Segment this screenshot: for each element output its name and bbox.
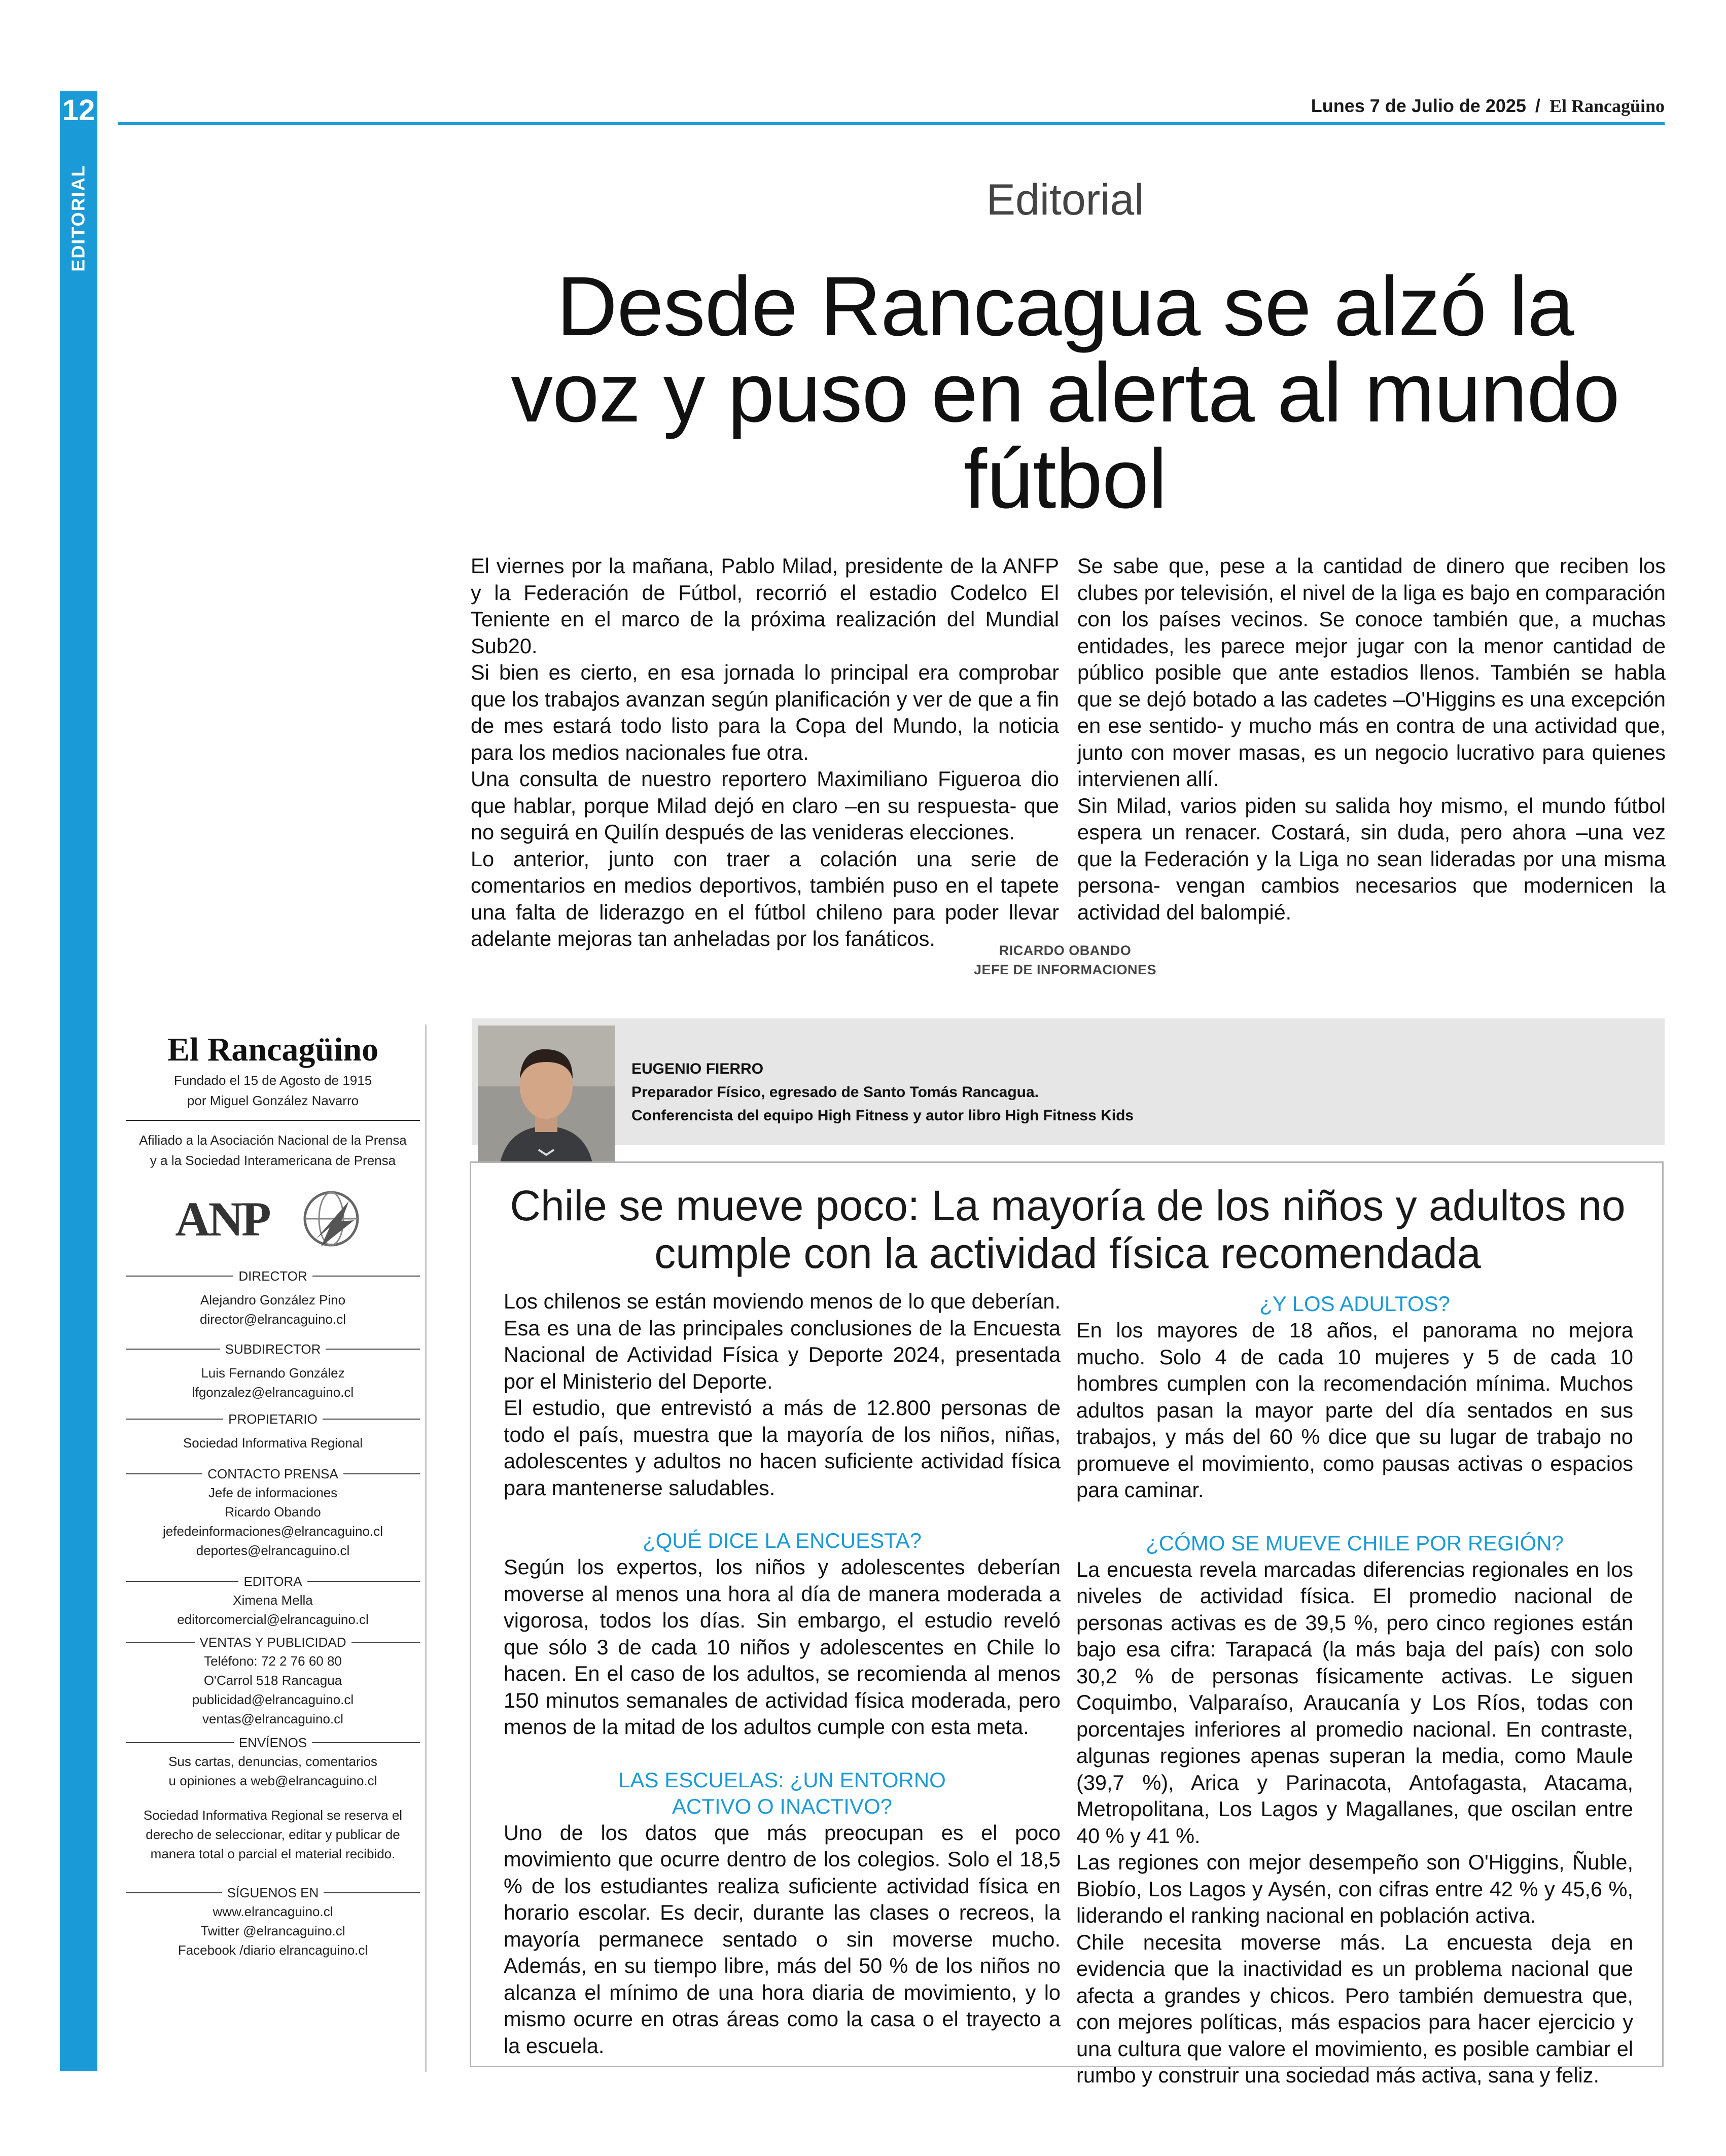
owner-name: Sociedad Informativa Regional bbox=[183, 1435, 363, 1451]
subdirector-title: SUBDIRECTOR bbox=[121, 1340, 425, 1358]
editorial-paragraph: Sin Milad, varios piden su salida hoy mismo, el mundo fútbol espera un renacer. Costará, sin duda, pero ahora –una vez que la Federación y la Liga no sean lideradas por una misma persona- vengan cambios necesarios que modernicen la actividad del balompié. bbox=[1077, 793, 1666, 924]
page-number: 12 bbox=[60, 91, 97, 129]
contact-email: deportes@elrancaguino.cl bbox=[196, 1543, 350, 1558]
masthead bbox=[121, 1030, 425, 1960]
oped-paragraph: La encuesta revela marcadas diferencias regionales en los niveles de actividad física. El promedio nacional de personas activas es de 39,5 %, pero cinco regiones están bajo esa cifra: Tarapacá (la más baja del país) con solo 30,2 % de personas físicamente activas. Le siguen Coquimbo, Valparaíso, Araucanía y Los Ríos, todas con porcentajes inferiores al promedio nacional. En contraste, algunas regiones apenas superan la media, como Maule (39,7 %), Arica y Parinacota, Antofagasta, Atacama, Metropolitana, Los Lagos y Magallanes, que oscilan entre 40 % y 41 %. bbox=[1076, 1557, 1633, 1848]
sales-phone: Teléfono: 72 2 76 60 80 bbox=[204, 1653, 342, 1669]
send-line: Sus cartas, denuncias, comentarios bbox=[168, 1754, 377, 1769]
rights-line: derecho de seleccionar, editar y publicar de bbox=[146, 1827, 400, 1842]
affiliation-line: Afiliado a la Asociación Nacional de la Prensa bbox=[139, 1133, 407, 1148]
editorial-paragraph: El viernes por la mañana, Pablo Milad, presidente de la ANFP y la Federación de Fútbol, recorrió el estadio Codelco El Teniente en el marco de la próxima realización del Mundial Sub20. bbox=[471, 554, 1059, 658]
oped-subhead: ¿CÓMO SE MUEVE CHILE POR REGIÓN? bbox=[1146, 1531, 1564, 1555]
director-title: DIRECTOR bbox=[121, 1267, 425, 1285]
editorial-headline: Desde Rancagua se alzó la voz y puso en alerta al mundo fútbol bbox=[511, 260, 1619, 526]
follow-title: SÍGUENOS EN bbox=[121, 1884, 425, 1902]
masthead-brand: El Rancagüino bbox=[167, 1031, 379, 1068]
editorial-paragraph: Una consulta de nuestro reportero Maximiliano Figueroa dio que hablar, porque Milad dejó en claro –en su respuesta- que no seguirá en Quilín después de las venideras elecciones. bbox=[471, 767, 1059, 844]
author-photo bbox=[478, 1026, 615, 1177]
masthead-divider bbox=[425, 1024, 427, 2072]
send-line: u opiniones a web@elrancaguino.cl bbox=[168, 1773, 377, 1788]
author-name: EUGENIO FIERRO bbox=[631, 1061, 764, 1077]
editor-email: editorcomercial@elrancaguino.cl bbox=[177, 1612, 369, 1627]
issue-date: Lunes 7 de Julio de 2025 bbox=[1311, 95, 1526, 116]
oped-column-right bbox=[1076, 1291, 1633, 2089]
masthead-rule bbox=[126, 1120, 420, 1121]
contact-name: Ricardo Obando bbox=[225, 1504, 321, 1519]
founder-line: por Miguel González Navarro bbox=[187, 1093, 359, 1108]
contact-email: jefedeinformaciones@elrancaguino.cl bbox=[163, 1524, 383, 1539]
director-name: Alejandro González Pino bbox=[200, 1292, 346, 1307]
editorial-paragraph: Lo anterior, junto con traer a colación una serie de comentarios en medios deportivos, también puso en el tapete una falta de liderazgo en el fútbol chileno para poder llevar adelante mejoras tan anheladas por los fanáticos. bbox=[471, 846, 1059, 950]
sip-globe-logo bbox=[293, 1181, 369, 1257]
follow-facebook: Facebook /diario elrancaguino.cl bbox=[178, 1942, 368, 1958]
director-email: director@elrancaguino.cl bbox=[200, 1312, 346, 1327]
author-credit bbox=[631, 1057, 1134, 1127]
editor-name: Ximena Mella bbox=[233, 1593, 313, 1608]
oped-subhead: ¿QUÉ DICE LA ENCUESTA? bbox=[642, 1529, 922, 1552]
contact-title: CONTACTO PRENSA bbox=[121, 1465, 425, 1483]
header-meta bbox=[1311, 95, 1665, 117]
affiliation-logos bbox=[121, 1181, 425, 1257]
editorial-column-left bbox=[471, 553, 1059, 952]
editorial-signature bbox=[812, 941, 1319, 979]
editorial-paragraph: Si bien es cierto, en esa jornada lo principal era comprobar que los trabajos avanzan según planificación y ver de que a fin de mes estará todo listo para la Copa del Mundo, la noticia para los medios nacionales fue otra. bbox=[471, 660, 1059, 764]
contact-role: Jefe de informaciones bbox=[208, 1485, 338, 1500]
author-role: Preparador Físico, egresado de Santo Tomás Rancagua. bbox=[631, 1084, 1039, 1101]
sales-email: publicidad@elrancaguino.cl bbox=[192, 1692, 354, 1707]
editorial-kicker: Editorial bbox=[986, 175, 1144, 224]
rights-line: manera total o parcial el material recibido. bbox=[150, 1846, 396, 1861]
oped-paragraph: Las regiones con mejor desempeño son O'Higgins, Ñuble, Biobío, Los Lagos y Aysén, con cifras entre 42 % y 45,6 %, liderando el ranking nacional en población activa. bbox=[1076, 1850, 1633, 1927]
subdirector-name: Luis Fernando González bbox=[201, 1365, 345, 1381]
oped-paragraph: En los mayores de 18 años, el panorama no mejora mucho. Solo 4 de cada 10 mujeres y 5 de cada 10 hombres cumplen con la recomendación mínima. Muchos adultos pasan la mayor parte del día sentados en sus trabajos, y más del 60 % dice que su lugar de trabajo no promueve el movimiento, como pausas activas o espacios para caminar. bbox=[1076, 1318, 1633, 1502]
anp-logo bbox=[177, 1181, 268, 1257]
header-separator: / bbox=[1535, 95, 1540, 116]
oped-title: Chile se mueve poco: La mayoría de los niños y adultos no cumple con la actividad física recomendada bbox=[510, 1182, 1626, 1277]
section-label-text: EDITORIAL bbox=[68, 164, 89, 272]
oped-column-left bbox=[504, 1288, 1061, 2059]
author-role: Conferencista del equipo High Fitness y autor libro High Fitness Kids bbox=[631, 1107, 1134, 1124]
header-brand: El Rancagüino bbox=[1549, 96, 1665, 116]
editorial-column-right bbox=[1077, 553, 1666, 926]
founded-line: Fundado el 15 de Agosto de 1915 bbox=[173, 1073, 372, 1088]
affiliation-line: y a la Sociedad Interamericana de Prensa bbox=[150, 1153, 396, 1168]
spacer bbox=[1076, 1504, 1633, 1530]
rights-line: Sociedad Informativa Regional se reserva el bbox=[143, 1808, 403, 1823]
spacer bbox=[504, 1501, 1061, 1528]
editorial-paragraph: Se sabe que, pese a la cantidad de dinero que reciben los clubes por televisión, el nivel de la liga es bajo en comparación con los países vecinos. Se conoce también que, a muchas entidades, les parece mejor jugar con la menor cantidad de público posible que ante estadios llenos. También se habla que se dejó botado a las cadetes –O'Higgins es una excepción en ese sentido- y mucho más en contra de una actividad que, junto con mover masas, es un negocio lucrativo para quienes intervienen allí. bbox=[1077, 554, 1666, 791]
anp-logo-text: ANP bbox=[175, 1191, 269, 1246]
subdirector-email: lfgonzalez@elrancaguino.cl bbox=[192, 1385, 354, 1400]
section-label bbox=[60, 152, 97, 284]
signature-name: RICARDO OBANDO bbox=[999, 943, 1132, 958]
oped-paragraph: Chile necesita moverse más. La encuesta deja en evidencia que la inactividad es un problema nacional que afecta a grandes y chicos. Pero también demuestra que, con mejores políticas, más espacios para hacer ejercicio y una cultura que valore el movimiento, es posible cambiar el rumbo y construir una sociedad más activa, sana y feliz. bbox=[1076, 1930, 1633, 2087]
oped-paragraph: El estudio, que entrevistó a más de 12.800 personas de todo el país, muestra que la mayoría de los niños, niñas, adolescentes y adultos no hacen suficiente actividad física para mantenerse saludables. bbox=[504, 1396, 1061, 1500]
section-sidebar bbox=[60, 129, 97, 2071]
sales-title: VENTAS Y PUBLICIDAD bbox=[121, 1633, 425, 1651]
follow-twitter: Twitter @elrancaguino.cl bbox=[200, 1923, 345, 1938]
editor-title: EDITORA bbox=[121, 1572, 425, 1591]
header-rule bbox=[118, 122, 1665, 125]
follow-web: www.elrancaguino.cl bbox=[213, 1904, 333, 1919]
send-title: ENVÍENOS bbox=[121, 1734, 425, 1752]
owner-title: PROPIETARIO bbox=[121, 1410, 425, 1428]
oped-subhead: ¿Y LOS ADULTOS? bbox=[1259, 1292, 1450, 1316]
sales-address: O'Carrol 518 Rancagua bbox=[203, 1673, 342, 1688]
oped-subhead: LAS ESCUELAS: ¿UN ENTORNO ACTIVO O INACTIVO? bbox=[618, 1768, 946, 1818]
oped-paragraph: Uno de los datos que más preocupan es el poco movimiento que ocurre dentro de los colegios. Solo el 18,5 % de los estudiantes realiza suficiente actividad física en horario escolar. Es decir, durante las clases o recreos, la mayoría permanece sentado o sin moverse mucho. Además, en su tiempo libre, más del 50 % de los niños no alcanza el mínimo de una hora diaria de movimiento, y lo mismo ocurre en otras áreas como la casa o el trayecto a la escuela. bbox=[504, 1820, 1061, 2058]
oped-paragraph: Los chilenos se están moviendo menos de lo que deberían. Esa es una de las principales conclusiones de la Encuesta Nacional de Actividad Física y Deporte 2024, presentada por el Ministerio del Deporte. bbox=[504, 1289, 1061, 1393]
oped-paragraph: Según los expertos, los niños y adolescentes deberían moverse al menos una hora al día de manera moderada a vigorosa, todos los días. Sin embargo, el estudio reveló que sólo 3 de cada 10 niños y adolescentes en Chile lo hacen. En el caso de los adultos, se recomienda al menos 150 minutos semanales de actividad física moderada, pero menos de la mitad de los adultos cumple con esta meta. bbox=[504, 1555, 1061, 1739]
spacer bbox=[504, 1741, 1061, 1767]
sales-email: ventas@elrancaguino.cl bbox=[202, 1711, 343, 1726]
signature-role: JEFE DE INFORMACIONES bbox=[973, 962, 1157, 977]
